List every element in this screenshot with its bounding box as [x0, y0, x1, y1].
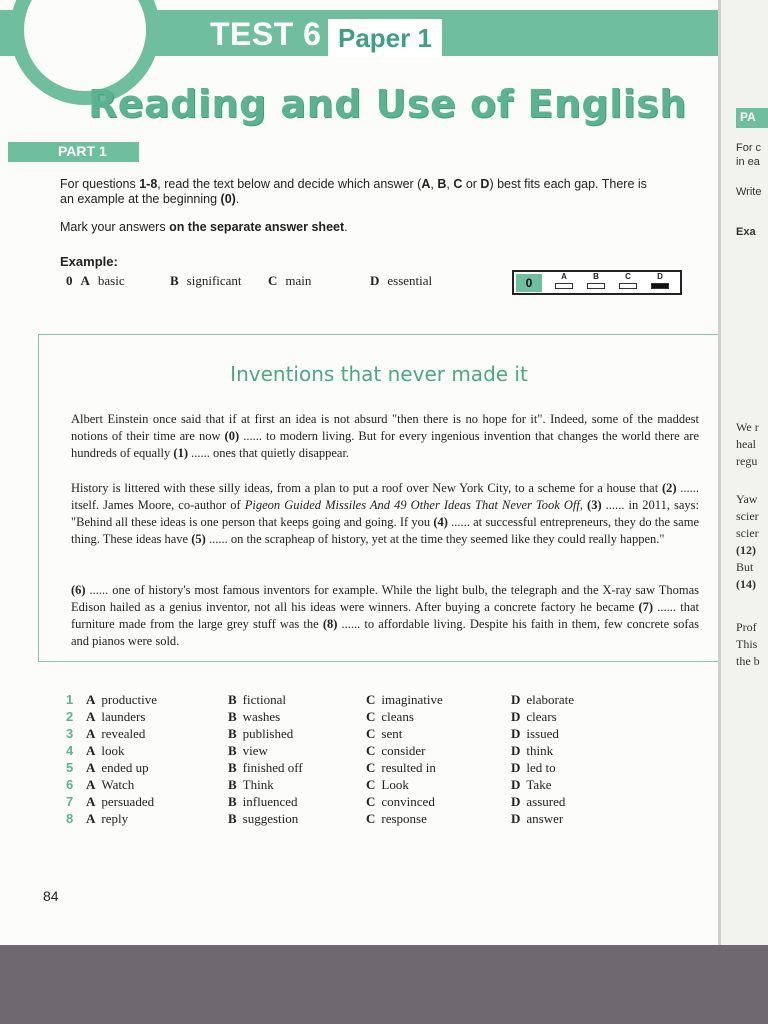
- option-a: A reply: [86, 811, 129, 826]
- facing-text: scier: [736, 509, 759, 523]
- scan-background: [0, 945, 768, 1024]
- option-c: C cleans: [366, 709, 414, 724]
- option-c: C Look: [366, 777, 409, 792]
- answer-mark-d: D: [650, 272, 670, 289]
- passage-paragraph-1: Albert Einstein once said that if at first an idea is not absurd "then there is no hope for it". Indeed, some of the maddest notions of their time are now (0) ...... to modern living. But for every ingenious invention that changes the world there are hundreds of equally (1) ...... ones that quietly disappear.: [71, 412, 699, 460]
- option-d: D elaborate: [511, 692, 575, 707]
- example-option-d: D essential: [370, 273, 433, 288]
- facing-text: Exa: [736, 226, 756, 238]
- option-c: C convinced: [366, 794, 435, 809]
- option-a: A productive: [86, 692, 157, 707]
- option-b: B view: [228, 743, 268, 758]
- facing-text: in ea: [736, 156, 760, 168]
- option-c: C imaginative: [366, 692, 443, 707]
- facing-text: Write: [736, 186, 762, 198]
- option-a: A launders: [86, 709, 146, 724]
- option-a: A persuaded: [86, 794, 155, 809]
- option-d: D Take: [511, 777, 552, 792]
- facing-part-tab: PA: [736, 108, 768, 128]
- instructions-line-2: an example at the beginning (0).: [60, 192, 240, 206]
- instructions-line-1: For questions 1-8, read the text below and decide which answer (A, B, C or D) best fits each gap. There is: [60, 177, 647, 191]
- facing-text: But: [736, 560, 754, 574]
- answer-sheet-number: 0: [516, 274, 542, 292]
- facing-text: This: [736, 637, 758, 651]
- facing-text: regu: [736, 454, 758, 468]
- facing-text: For c: [736, 142, 762, 154]
- example-answer-sheet: [512, 270, 682, 295]
- logo-inner-ring: [42, 0, 122, 80]
- test-number: TEST 6: [210, 16, 322, 52]
- page-title: Reading and Use of English: [88, 82, 687, 126]
- passage-paragraph-2: History is littered with these silly ideas, from a plan to put a roof over New York City, to a scheme for a house that (2) ...... itself. James Moore, co-author of Pigeon Guided Missiles And 49 Other Ideas That Never Took Off, (3) ...... in 2011, says: "Behind all these ideas is one person that keeps going and going. If you (4) ...... at successful entrepreneurs, they do the same thing. These ideas have (5) ...... on the scrapheap of history, yet at the time they seemed like they could really happen.": [71, 481, 700, 546]
- option-d: D led to: [511, 760, 556, 775]
- option-d: D assured: [511, 794, 566, 809]
- option-b: B influenced: [228, 794, 298, 809]
- facing-text: Yaw: [736, 492, 758, 506]
- facing-text: scier: [736, 526, 759, 540]
- passage-title: Inventions that never made it: [230, 362, 528, 386]
- option-b: B fictional: [228, 692, 286, 707]
- option-d: D answer: [511, 811, 564, 826]
- option-c: C consider: [366, 743, 426, 758]
- example-option-c: C main: [268, 273, 312, 288]
- answer-mark-a: A: [554, 272, 574, 289]
- facing-page: [718, 0, 768, 945]
- facing-text: We r: [736, 420, 759, 434]
- answer-mark-b: B: [586, 272, 606, 289]
- option-a: A ended up: [86, 760, 149, 775]
- option-c: C resulted in: [366, 760, 436, 775]
- part-label: PART 1: [8, 142, 139, 162]
- facing-text: heal: [736, 437, 756, 451]
- option-d: D clears: [511, 709, 557, 724]
- option-c: C response: [366, 811, 427, 826]
- facing-text: Prof: [736, 620, 757, 634]
- answer-mark-c: C: [618, 272, 638, 289]
- option-d: D issued: [511, 726, 559, 741]
- option-a: A revealed: [86, 726, 146, 741]
- option-d: D think: [511, 743, 554, 758]
- paper-label: Paper 1: [328, 19, 442, 57]
- example-option-b: B significant: [170, 273, 242, 288]
- option-b: B suggestion: [228, 811, 299, 826]
- passage-paragraph-3: (6) ...... one of history's most famous inventors for example. While the light bulb, the telegraph and the X-ray saw Thomas Edison hailed as a genius inventor, not all his ideas were winners. After buying a concrete factory he became (7) ...... that furniture made from the large grey stuff was the (8) ...... to affordable living. Despite his faith in them, few concrete sofas and pianos were sold.: [71, 583, 699, 648]
- facing-text: (12): [736, 543, 756, 557]
- example-option-a: 0 A basic: [66, 273, 125, 288]
- option-b: B published: [228, 726, 294, 741]
- option-a: A Watch: [86, 777, 135, 792]
- option-b: B finished off: [228, 760, 303, 775]
- facing-text: the b: [736, 654, 760, 668]
- option-b: B washes: [228, 709, 281, 724]
- page-number: 84: [43, 888, 59, 904]
- example-label: Example:: [60, 254, 118, 269]
- option-c: C sent: [366, 726, 403, 741]
- exam-page: TEST 6 Paper 1 Reading and Use of English PART 1 For questions 1-8, read the text below and decide which answer (A, B, C or D) best fits each gap. There is an example at the beginning (0). Mark your answers on the separate answer sheet. Example: 0 A basic B significant C main D essential 0 A B C D Inventions that never made it Albert Einstein once said that if at first an idea is not absurd "then there is no hope for it". Indeed, some of the maddest notions of their time are now (0) ...... to modern living. But for every ingenious invention that changes the world there are hundreds of equally (1) ...... ones that quietly disappear. History is littered with these silly ideas, from a plan to put a roof over New York City, to a scheme for a house that (2) ...... itself. James Moore, co-author of Pigeon Guided Missiles And 49 Other Ideas That Never Took Off, (3) ...... in 2011, says: "Behind all these ideas is one person that keeps going and going. If you (4) ...... at successful entrepreneurs, they do the same thing. These ideas have (5) ...... on the scrapheap of history, yet at the time they seemed like they could really happen." (6) ...... one of history's most famous inventors for example. While the light bulb, the telegraph and the X-ray saw Thomas Edison hailed as a genius inventor, not all his ideas were winners. After buying a concrete factory he became (7) ...... that furniture made from the large grey stuff was the (8) ...... to affordable living. Despite his faith in them, few concrete sofas and pianos were sold. 1 A productive B fictional C imaginative D elaborate 2 A launders B washes C cleans D clears 3 A revealed B published C sent D issued 4 A look B view C consider D think 5 A ended up B finished off C resulted in D led to 6 A Watch B Think C Look D Take 7 A persuaded B influenced C convinced D assured 8 A reply B suggestion C response D answer 84: [0, 0, 718, 945]
- option-b: B Think: [228, 777, 274, 792]
- option-a: A look: [86, 743, 125, 758]
- instructions-mark: Mark your answers on the separate answer sheet.: [60, 220, 348, 234]
- facing-text: (14): [736, 577, 756, 591]
